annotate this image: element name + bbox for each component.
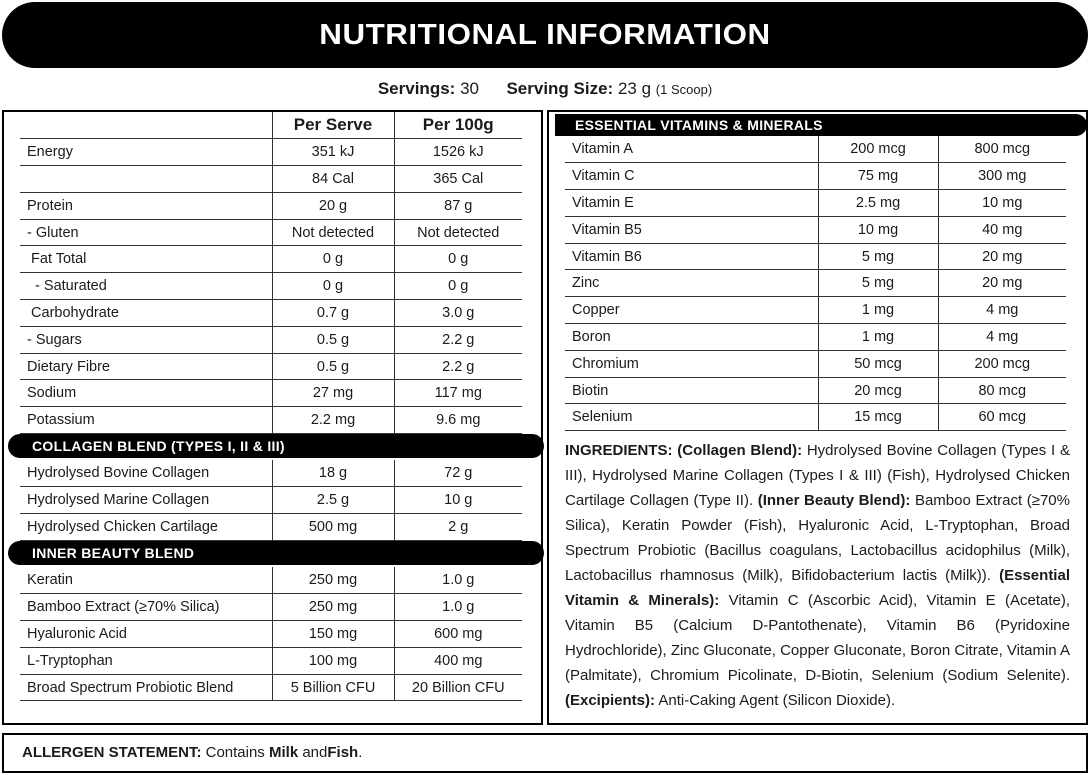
per-100g-value: 1.0 g (394, 594, 522, 621)
per-serve-value: 5 Billion CFU (272, 674, 394, 701)
per-serve-value: 2.5 g (272, 487, 394, 514)
row-label: Biotin (565, 377, 818, 404)
ingredients-collagen-label: (Collagen Blend): (677, 442, 803, 459)
per-serve-value: 10 mg (818, 216, 938, 243)
nutrition-row (20, 326, 522, 353)
collagen-row (20, 514, 522, 541)
nutrition-row (20, 380, 522, 407)
per-100g-value: 600 mg (394, 621, 522, 648)
per-serve-value: 150 mg (272, 621, 394, 648)
per-100g-value: 80 mcg (938, 377, 1066, 404)
row-label: Hydrolysed Chicken Cartilage (20, 514, 272, 541)
allergen-and: and (302, 744, 328, 761)
allergen-statement (2, 733, 1088, 773)
ingredients-label: INGREDIENTS: (565, 442, 673, 459)
per-serve-value: 1 mg (818, 324, 938, 351)
per-serve-value: 5 mg (818, 270, 938, 297)
per-serve-value: 27 mg (272, 380, 394, 407)
row-label: Zinc (565, 270, 818, 297)
row-label: Fat Total (20, 246, 272, 273)
inner-beauty-heading: INNER BEAUTY BLEND (8, 541, 544, 565)
inner-beauty-row (20, 674, 522, 701)
ingredients-inner-label: (Inner Beauty Blend): (757, 492, 911, 509)
per-100g-value: 20 Billion CFU (394, 674, 522, 701)
per-serve-value: 0.5 g (272, 326, 394, 353)
allergen-end: . (358, 744, 363, 761)
per-100g-value: 10 mg (938, 190, 1066, 217)
row-label: Hydrolysed Marine Collagen (20, 487, 272, 514)
vitamin-row (565, 350, 1066, 377)
col-per-100g: Per 100g (394, 112, 522, 139)
per-serve-value: 0 g (272, 246, 394, 273)
row-label: Vitamin B5 (565, 216, 818, 243)
per-100g-value: 2 g (394, 514, 522, 541)
nutrition-row (20, 353, 522, 380)
ingredients-excipients-label: (Excipients): (565, 692, 656, 709)
inner-beauty-row (20, 594, 522, 621)
per-serve-value: 200 mcg (818, 136, 938, 163)
nutrition-header-row (20, 112, 522, 139)
row-label: Hydrolysed Bovine Collagen (20, 460, 272, 487)
per-100g-value: 20 mg (938, 270, 1066, 297)
per-100g-value: 1526 kJ (394, 139, 522, 166)
per-serve-value: 100 mg (272, 647, 394, 674)
vitamin-row (565, 324, 1066, 351)
per-100g-value: 0 g (394, 273, 522, 300)
per-serve-value: 351 kJ (272, 139, 394, 166)
serving-size-note: (1 Scoop) (655, 82, 713, 97)
per-serve-value: 1 mg (818, 297, 938, 324)
per-serve-value: 2.5 mg (818, 190, 938, 217)
row-label: - Saturated (20, 273, 272, 300)
vitamins-table (565, 136, 1066, 431)
col-per-serve: Per Serve (272, 112, 394, 139)
per-100g-value: 400 mg (394, 647, 522, 674)
per-100g-value: 300 mg (938, 163, 1066, 190)
ingredients-inner-text: Bamboo Extract (≥70% Silica), Keratin Powder (Fish), Hyaluronic Acid, L-Tryptophan, Broad Spectrum Probiotic (Bacillus coagulans, Lactobacillus acidophilus (Milk), Lactobacillus rhamnosus (Milk), Bifidobacterium lactis (Milk)). (565, 492, 1070, 584)
nutrition-row (20, 219, 522, 246)
nutrition-table (20, 112, 522, 434)
per-100g-value: 365 Cal (394, 166, 522, 193)
row-label: Keratin (20, 567, 272, 594)
per-serve-value: 0 g (272, 273, 394, 300)
allergen-milk: Milk (268, 744, 299, 761)
ingredients-vitamins-text: Vitamin C (Ascorbic Acid), Vitamin E (Acetate), Vitamin B5 (Calcium D-Pantothenate), Vitamin B6 (Pyridoxine Hydrochloride), Zinc Gluconate, Copper Gluconate, Boron Citrate, Vitamin A (Palmitate), Chromium Picolinate, D-Biotin, Selenium (Sodium Selenite). (565, 592, 1071, 684)
serving-info (0, 78, 1090, 101)
allergen-text: Contains (205, 744, 265, 761)
inner-beauty-row (20, 567, 522, 594)
per-100g-value: 4 mg (938, 297, 1066, 324)
header-bar (2, 2, 1088, 68)
vitamin-row (565, 297, 1066, 324)
per-serve-value: 50 mcg (818, 350, 938, 377)
nutrition-row (20, 246, 522, 273)
allergen-fish: Fish (327, 744, 359, 761)
row-label (20, 166, 272, 193)
allergen-label: ALLERGEN STATEMENT: (22, 744, 202, 761)
per-100g-value: Not detected (394, 219, 522, 246)
row-label: Hyaluronic Acid (20, 621, 272, 648)
per-serve-value: 2.2 mg (272, 407, 394, 434)
ingredients-vitamins-label: (Essential Vitamin & Minerals): (565, 567, 1070, 609)
ingredients-collagen-text: Hydrolysed Bovine Collagen (Types I & III), Hydrolysed Marine Collagen (Types I & III) (Fish), Hydrolysed Chicken Cartilage Collagen (Type II). (565, 442, 1070, 509)
vitamin-row (565, 404, 1066, 431)
row-label: Protein (20, 192, 272, 219)
per-100g-value: 2.2 g (394, 353, 522, 380)
row-label: Bamboo Extract (≥70% Silica) (20, 594, 272, 621)
per-serve-value: 75 mg (818, 163, 938, 190)
per-100g-value: 9.6 mg (394, 407, 522, 434)
per-serve-value: 18 g (272, 460, 394, 487)
nutrition-row (20, 139, 522, 166)
per-serve-value: 20 g (272, 192, 394, 219)
per-100g-value: 4 mg (938, 324, 1066, 351)
per-serve-value: 0.7 g (272, 300, 394, 327)
page-title: NUTRITIONAL INFORMATION (319, 18, 771, 51)
row-label: Copper (565, 297, 818, 324)
row-label: Vitamin B6 (565, 243, 818, 270)
vitamins-panel (547, 110, 1088, 725)
nutrition-row (20, 407, 522, 434)
collagen-blend-heading: COLLAGEN BLEND (TYPES I, II & III) (8, 434, 544, 458)
row-label: - Sugars (20, 326, 272, 353)
row-label: Boron (565, 324, 818, 351)
serving-size-label: Serving Size: (506, 79, 614, 98)
per-100g-value: 40 mg (938, 216, 1066, 243)
inner-beauty-row (20, 647, 522, 674)
row-label: Vitamin A (565, 136, 818, 163)
inner-beauty-table (20, 567, 522, 701)
per-serve-value: Not detected (272, 219, 394, 246)
per-100g-value: 10 g (394, 487, 522, 514)
collagen-row (20, 487, 522, 514)
collagen-table (20, 460, 522, 541)
per-100g-value: 3.0 g (394, 300, 522, 327)
per-100g-value: 1.0 g (394, 567, 522, 594)
row-label: Chromium (565, 350, 818, 377)
per-serve-value: 0.5 g (272, 353, 394, 380)
nutrition-row (20, 166, 522, 193)
row-label: Carbohydrate (20, 300, 272, 327)
row-label: - Gluten (20, 219, 272, 246)
per-serve-value: 84 Cal (272, 166, 394, 193)
per-100g-value: 117 mg (394, 380, 522, 407)
per-100g-value: 60 mcg (938, 404, 1066, 431)
per-100g-value: 800 mcg (938, 136, 1066, 163)
nutrition-row (20, 192, 522, 219)
nutrition-panel (2, 110, 543, 725)
vitamin-row (565, 243, 1066, 270)
nutrition-row (20, 273, 522, 300)
nutrition-row (20, 300, 522, 327)
vitamin-row (565, 216, 1066, 243)
collagen-row (20, 460, 522, 487)
ingredients-excipients-text: Anti-Caking Agent (Silicon Dioxide). (658, 692, 896, 709)
vitamin-row (565, 270, 1066, 297)
per-100g-value: 72 g (394, 460, 522, 487)
servings-label: Servings: (377, 79, 456, 98)
vitamin-row (565, 163, 1066, 190)
vitamin-row (565, 136, 1066, 163)
row-label: Vitamin C (565, 163, 818, 190)
vitamin-row (565, 190, 1066, 217)
per-100g-value: 0 g (394, 246, 522, 273)
row-label: Dietary Fibre (20, 353, 272, 380)
row-label: Broad Spectrum Probiotic Blend (20, 674, 272, 701)
per-serve-value: 20 mcg (818, 377, 938, 404)
servings-value: 30 (460, 79, 479, 98)
vitamin-row (565, 377, 1066, 404)
per-serve-value: 5 mg (818, 243, 938, 270)
per-100g-value: 200 mcg (938, 350, 1066, 377)
inner-beauty-row (20, 621, 522, 648)
per-100g-value: 87 g (394, 192, 522, 219)
row-label: Sodium (20, 380, 272, 407)
ingredients-text (565, 438, 1070, 713)
serving-size-value: 23 g (617, 79, 652, 98)
row-label: Energy (20, 139, 272, 166)
per-serve-value: 250 mg (272, 594, 394, 621)
row-label: L-Tryptophan (20, 647, 272, 674)
row-label: Potassium (20, 407, 272, 434)
per-serve-value: 500 mg (272, 514, 394, 541)
per-100g-value: 20 mg (938, 243, 1066, 270)
row-label: Selenium (565, 404, 818, 431)
per-serve-value: 15 mcg (818, 404, 938, 431)
per-serve-value: 250 mg (272, 567, 394, 594)
per-100g-value: 2.2 g (394, 326, 522, 353)
row-label: Vitamin E (565, 190, 818, 217)
vitamins-heading: ESSENTIAL VITAMINS & MINERALS (555, 114, 1087, 136)
